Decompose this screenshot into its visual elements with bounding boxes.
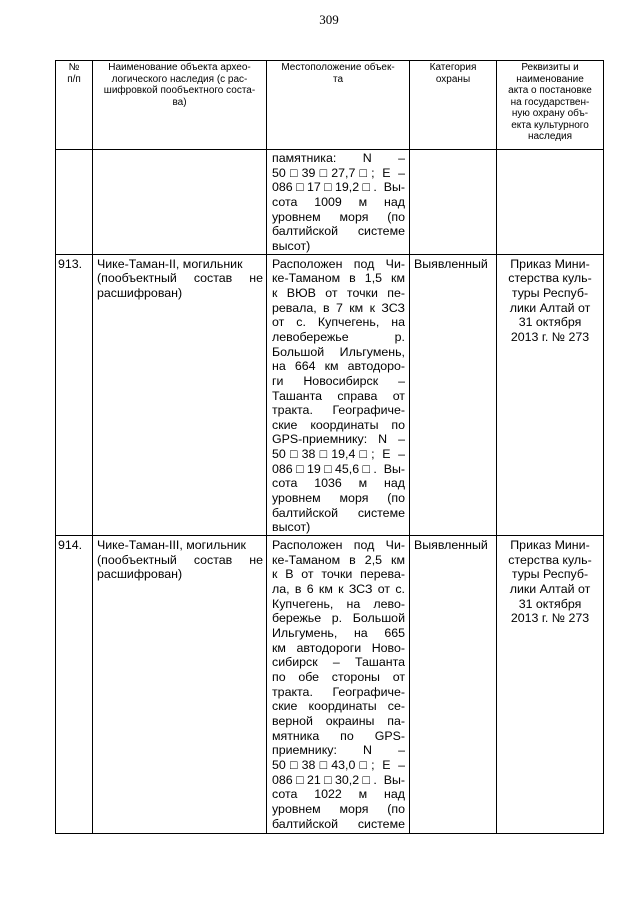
header-act-details: [497, 61, 604, 150]
cell-location: [267, 150, 410, 255]
heritage-objects-table: [55, 60, 604, 834]
location-line: 086□21□30,2□. Вы-: [272, 772, 405, 787]
cell-object-name: [93, 536, 267, 834]
header-line: Категория: [429, 62, 477, 73]
location-line: уровнем моря (по: [272, 209, 405, 224]
table-header-row: [56, 61, 604, 150]
act-line: лики Алтай от: [509, 300, 591, 315]
cell-object-name: [93, 150, 267, 255]
cell-location: [267, 536, 410, 834]
cell-act: [497, 536, 604, 834]
location-line: к ВЮВ от точки пе-: [272, 285, 405, 300]
cell-category: Выявленный: [410, 536, 497, 834]
location-line: балтийской системе: [272, 505, 405, 520]
cell-act: [497, 150, 604, 255]
location-line: Ташанта справа от: [272, 388, 405, 403]
header-line: ную охрану объ-: [511, 108, 589, 119]
header-line: на государствен-: [510, 96, 590, 108]
act-line: 2013 г. № 273: [510, 611, 590, 626]
location-line: мятника по GPS-: [272, 728, 405, 743]
cell-number: 914.: [56, 536, 93, 834]
act-line: 2013 г. № 273: [510, 329, 590, 344]
act-line: Приказ Мини-: [510, 538, 590, 553]
location-line: сота 1022 м над: [272, 787, 405, 802]
location-line: тракта. Географиче-: [272, 684, 405, 699]
header-line: екта культурного: [511, 119, 589, 131]
location-line: 50□38□43,0□; E –: [272, 757, 405, 772]
header-line: логического наследия (с рас-: [111, 73, 248, 85]
location-line: от с. Купчегень, на: [272, 315, 405, 330]
location-line: высот): [272, 238, 311, 253]
name-line: (пообъектный состав не: [97, 271, 263, 286]
header-line: наследия: [527, 131, 573, 142]
location-line: уровнем моря (по: [272, 801, 405, 816]
act-line: стерства куль-: [508, 552, 592, 567]
name-line: расшифрован): [97, 567, 183, 582]
location-line: балтийской системе: [272, 816, 405, 831]
table-row: [56, 254, 604, 535]
header-line: шифровкой пообъектного соста-: [103, 85, 256, 96]
header-line: та: [332, 73, 344, 85]
location-line: ревала, в 7 км к ЗСЗ: [272, 300, 405, 315]
header-line: п/п: [67, 73, 81, 85]
location-line: Большой Ильгумень,: [272, 344, 405, 359]
location-line: уровнем моря (по: [272, 491, 405, 506]
location-line: сота 1036 м над: [272, 476, 405, 491]
header-line: охраны: [435, 73, 471, 85]
cell-location: [267, 254, 410, 535]
cell-number: 913.: [56, 254, 93, 535]
location-line: к В от точки перева-: [272, 567, 405, 582]
header-protection-category: [410, 61, 497, 150]
location-line: сота 1009 м над: [272, 194, 405, 209]
location-line: тракта. Географиче-: [272, 403, 405, 418]
location-line: на 664 км автодоро-: [272, 359, 405, 374]
location-line: Ильгумень, на 665: [272, 626, 405, 640]
location-line: ские координаты по: [272, 417, 405, 432]
location-line: балтийской системе: [272, 224, 405, 239]
header-line: Местоположение объек-: [281, 62, 395, 73]
header-line: Реквизиты и: [521, 62, 579, 73]
header-line: ва): [172, 96, 187, 108]
cell-act: [497, 254, 604, 535]
location-line: 086□17□19,2□. Вы-: [272, 180, 405, 195]
header-number: [56, 61, 93, 150]
location-line: ги Новосибирск –: [272, 373, 405, 388]
table-row: [56, 536, 604, 834]
header-object-name: [93, 61, 267, 150]
location-line: по обе стороны от: [272, 669, 405, 684]
act-line: стерства куль-: [508, 271, 592, 286]
location-line: ке-Таманом в 2,5 км: [272, 552, 405, 567]
location-line: ке-Таманом в 1,5 км: [272, 271, 405, 286]
page-number: 309: [319, 12, 339, 27]
location-line: 50□39□27,7□; E –: [272, 165, 405, 180]
location-line: Купчегень, на лево-: [272, 596, 405, 611]
header-line: наименование: [516, 73, 584, 85]
name-line: (пообъектный состав не: [97, 552, 263, 567]
location-line: Расположен под Чи-: [272, 538, 405, 553]
location-line: ла, в 6 км к ЗСЗ от с.: [272, 582, 405, 597]
location-line: Расположен под Чи-: [272, 256, 405, 271]
name-line: расшифрован): [97, 285, 183, 300]
location-line: GPS-приемнику: N –: [272, 432, 405, 447]
act-line: лики Алтай от: [509, 582, 591, 597]
location-line: высот): [272, 520, 311, 535]
cell-category: Выявленный: [410, 254, 497, 535]
location-line: сибирск – Ташанта: [272, 655, 405, 670]
header-location: [267, 61, 410, 150]
name-line: Чике-Таман-III, могильник: [97, 538, 246, 553]
location-line: бережье р. Большой: [272, 611, 405, 626]
location-line: 086□19□45,6□. Вы-: [272, 461, 405, 476]
act-line: туры Респуб-: [511, 567, 589, 582]
name-line: Чике-Таман-II, могильник: [97, 256, 243, 271]
header-line: №: [68, 62, 80, 73]
header-line: Наименование объекта архео-: [108, 62, 251, 73]
location-line: левобережье р.: [272, 329, 405, 344]
cell-number: [56, 150, 93, 255]
location-line: памятника: N –: [272, 151, 405, 165]
location-line: 50□38□19,4□; E –: [272, 447, 405, 462]
location-line: ские координаты се-: [272, 699, 405, 714]
location-line: приемнику: N –: [272, 743, 405, 758]
cell-object-name: [93, 254, 267, 535]
header-line: акта о постановке: [508, 85, 592, 96]
location-line: км автодороги Ново-: [272, 640, 405, 655]
act-line: Приказ Мини-: [510, 256, 590, 271]
cell-category: [410, 150, 497, 255]
act-line: 31 октября: [518, 596, 582, 611]
act-line: 31 октября: [518, 315, 582, 330]
table-row: [56, 150, 604, 255]
location-line: верной окраины па-: [272, 713, 405, 728]
act-line: туры Респуб-: [511, 285, 589, 300]
